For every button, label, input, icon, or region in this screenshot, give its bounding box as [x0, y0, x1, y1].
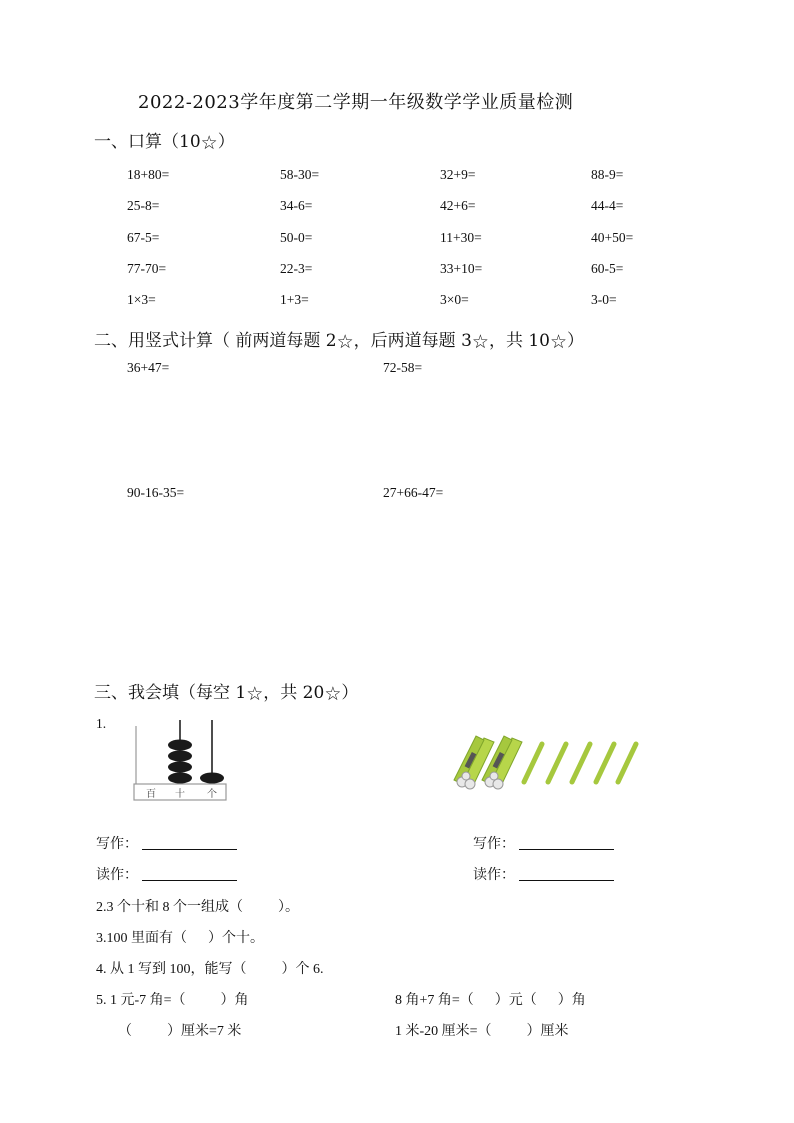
mental-math-item: 32+9= — [440, 167, 476, 182]
question-3: 3.100 里面有（ ）个十。 — [96, 931, 264, 946]
abacus-label-tens: 十 — [175, 789, 185, 800]
mental-math-item: 58-30= — [280, 167, 320, 182]
section2-heading-text-c: ，共 10 — [488, 331, 550, 351]
single-stick — [524, 744, 542, 782]
bead — [168, 773, 192, 784]
section3-heading-text-b: ，共 20 — [263, 683, 325, 703]
mental-math-item: 67-5= — [127, 230, 160, 245]
question-1-number: 1. — [96, 716, 107, 731]
section2-heading-text-a: 二、用竖式计算（ 前两道每题 2 — [94, 331, 337, 351]
answer-blank[interactable] — [519, 835, 614, 850]
mental-math-item: 50-0= — [280, 230, 313, 245]
answer-blank[interactable] — [519, 866, 614, 881]
abacus-image — [132, 718, 242, 804]
star-icon: ☆ — [471, 331, 489, 353]
single-stick — [572, 744, 590, 782]
vertical-problem-1: 36+47= — [127, 360, 170, 375]
mental-math-item: 44-4= — [591, 198, 624, 213]
section2-heading-text-b: ，后两道每题 3 — [353, 331, 472, 351]
single-stick — [548, 744, 566, 782]
star-icon: ☆ — [336, 331, 354, 353]
write-label: 写作： — [96, 837, 138, 852]
read-field-right[interactable] — [473, 864, 614, 884]
answer-blank[interactable] — [142, 866, 237, 881]
section3-heading — [94, 678, 358, 704]
sticks-bundles-image — [446, 734, 652, 790]
abacus-label-ones: 个 — [207, 789, 217, 800]
section3-heading-text-c: ） — [341, 683, 359, 703]
star-icon: ☆ — [246, 683, 264, 705]
mental-math-item: 77-70= — [127, 261, 167, 276]
mental-math-item: 22-3= — [280, 261, 313, 276]
write-label: 写作： — [473, 837, 515, 852]
mental-math-item: 60-5= — [591, 261, 624, 276]
mental-math-item: 34-6= — [280, 198, 313, 213]
mental-math-item: 25-8= — [127, 198, 160, 213]
mental-math-item: 11+30= — [440, 230, 482, 245]
mental-math-item: 42+6= — [440, 198, 476, 213]
vertical-problem-2: 72-58= — [383, 360, 423, 375]
section2-heading — [94, 326, 584, 352]
question-4: 4. 从 1 写到 100，能写（ ）个 6. — [96, 962, 324, 977]
section1-heading-close: ） — [217, 132, 235, 152]
read-label: 读作： — [473, 868, 515, 883]
star-icon: ☆ — [550, 331, 568, 353]
read-label: 读作： — [96, 868, 138, 883]
mental-math-item: 40+50= — [591, 230, 634, 245]
mental-math-item: 1×3= — [127, 292, 156, 307]
question-2: 2.3 个十和 8 个一组成（ ）。 — [96, 900, 299, 915]
mental-math-item: 3×0= — [440, 292, 469, 307]
bead — [168, 740, 192, 751]
page-title: 2022-2023学年度第二学期一年级数学学业质量检测 — [138, 92, 574, 113]
mental-math-item: 33+10= — [440, 261, 483, 276]
section1-heading-text: 一、口算（10 — [94, 132, 201, 152]
mental-math-item: 18+80= — [127, 167, 170, 182]
vertical-problem-4: 27+66-47= — [383, 485, 444, 500]
bead — [168, 751, 192, 762]
mental-math-item: 3-0= — [591, 292, 617, 307]
mental-math-item: 88-9= — [591, 167, 624, 182]
bead — [200, 773, 224, 784]
question-5-left: 5. 1 元-7 角=（ ）角 — [96, 993, 249, 1008]
single-stick — [618, 744, 636, 782]
mental-math-item: 1+3= — [280, 292, 309, 307]
bead — [168, 762, 192, 773]
star-icon: ☆ — [324, 683, 342, 705]
question-5-right: 8 角+7 角=（ ）元（ ）角 — [395, 993, 586, 1008]
write-field-left[interactable] — [96, 833, 237, 853]
answer-blank[interactable] — [142, 835, 237, 850]
section2-heading-text-d: ） — [567, 331, 585, 351]
question-6-left: （ ）厘米=7 米 — [118, 1024, 242, 1039]
star-icon: ☆ — [200, 132, 218, 154]
single-stick — [596, 744, 614, 782]
vertical-problem-3: 90-16-35= — [127, 485, 185, 500]
read-field-left[interactable] — [96, 864, 237, 884]
abacus-label-hundreds: 百 — [146, 789, 156, 800]
section3-heading-text-a: 三、我会填（每空 1 — [94, 683, 247, 703]
write-field-right[interactable] — [473, 833, 614, 853]
question-6-right: 1 米-20 厘米=（ ）厘米 — [395, 1024, 569, 1039]
section1-heading — [94, 127, 235, 153]
